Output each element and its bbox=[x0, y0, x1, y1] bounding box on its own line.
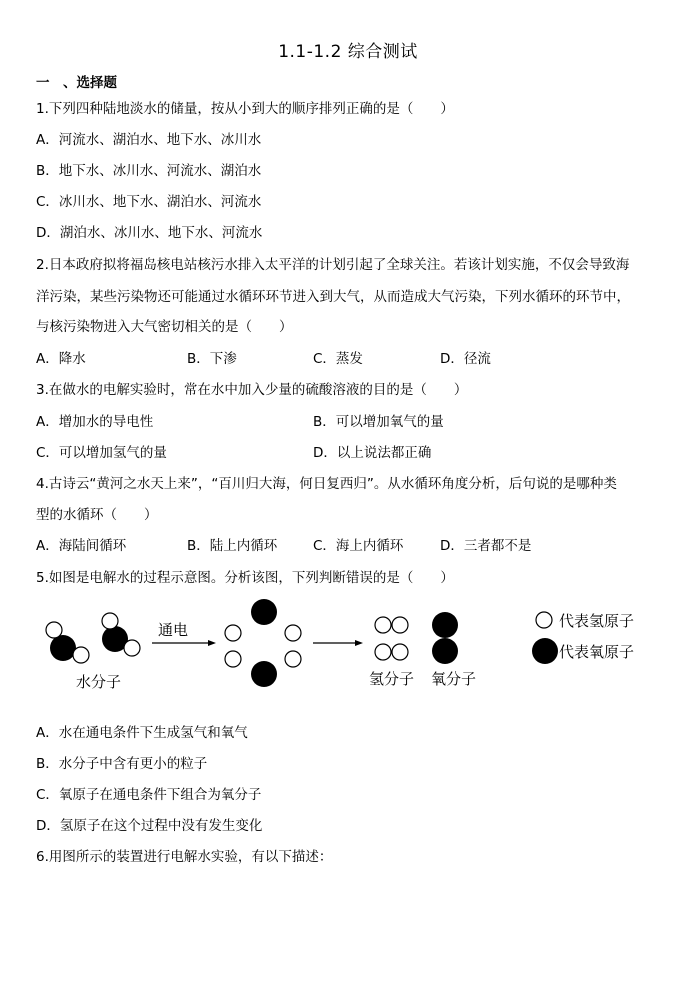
hydrogen-molecule-label: 氢分子 bbox=[369, 670, 415, 688]
hydrogen-atom bbox=[225, 651, 241, 667]
q5-stem: 5.如图是电解水的过程示意图。分析该图，下列判断错误的是（ ） bbox=[36, 570, 454, 586]
hydrogen-atom bbox=[102, 613, 118, 629]
q4-option-a: A．海陆间循环 bbox=[36, 538, 127, 554]
q3-option-c: C．可以增加氢气的量 bbox=[36, 445, 167, 461]
hydrogen-molecules bbox=[375, 617, 408, 660]
oxygen-legend-icon bbox=[532, 638, 558, 664]
hydrogen-atom bbox=[285, 651, 301, 667]
hydrogen-atom bbox=[285, 625, 301, 641]
q2-option-d: D．径流 bbox=[440, 351, 491, 367]
q4-stem-line-1: 4.古诗云“黄河之水天上来”，“百川归大海，何日复西归”。从水循环角度分析，后句说的是哪种类 bbox=[36, 476, 617, 492]
hydrogen-legend-icon bbox=[536, 612, 552, 628]
q1-stem: 1.下列四种陆地淡水的储量，按从小到大的顺序排列正确的是（ ） bbox=[36, 101, 454, 117]
q2-stem-line-1: 2.日本政府拟将福岛核电站核污水排入太平洋的计划引起了全球关注。若该计划实施，不仅会导致海 bbox=[36, 257, 630, 273]
q4-stem-line-2: 型的水循环（ ） bbox=[36, 507, 158, 523]
water-molecule-label: 水分子 bbox=[76, 673, 122, 691]
page-title: 1.1-1.2 综合测试 bbox=[278, 42, 418, 62]
oxygen-atom bbox=[251, 661, 277, 687]
q2-stem-line-2: 洋污染，某些污染物还可能通过水循环环节进入到大气，从而造成大气污染，下列水循环的环节中， bbox=[36, 289, 630, 305]
section-heading: 一 、选择题 bbox=[36, 75, 117, 91]
reaction-arrow-head bbox=[208, 640, 216, 646]
q1-option-b: B．地下水、冰川水、河流水、湖泊水 bbox=[36, 163, 262, 179]
hydrogen-atom bbox=[124, 640, 140, 656]
q4-option-d: D．三者都不是 bbox=[440, 538, 532, 554]
q1-option-a: A．河流水、湖泊水、地下水、冰川水 bbox=[36, 132, 262, 148]
oxygen-atom bbox=[432, 612, 458, 638]
q2-option-c: C．蒸发 bbox=[313, 351, 363, 367]
water-molecule bbox=[46, 622, 89, 663]
q1-option-d: D．湖泊水、冰川水、地下水、河流水 bbox=[36, 225, 263, 241]
q5-option-a: A．水在通电条件下生成氢气和氧气 bbox=[36, 725, 248, 741]
q4-option-b: B．陆上内循环 bbox=[187, 538, 278, 554]
q2-option-a: A．降水 bbox=[36, 351, 86, 367]
oxygen-molecule bbox=[432, 612, 458, 664]
q3-option-b: B．可以增加氧气的量 bbox=[313, 414, 444, 430]
electrolysis-diagram bbox=[36, 595, 666, 700]
legend-hydrogen-label: 代表氢原子 bbox=[559, 612, 635, 630]
legend-oxygen-label: 代表氧原子 bbox=[559, 643, 635, 661]
q5-option-c: C．氧原子在通电条件下组合为氧分子 bbox=[36, 787, 262, 803]
oxygen-atom bbox=[432, 638, 458, 664]
separated-atoms bbox=[225, 599, 301, 687]
oxygen-molecule-label: 氧分子 bbox=[431, 670, 477, 688]
hydrogen-atom bbox=[392, 644, 408, 660]
hydrogen-atom bbox=[46, 622, 62, 638]
reaction-arrow-head bbox=[355, 640, 363, 646]
arrow-label: 通电 bbox=[158, 621, 189, 639]
q5-option-b: B．水分子中含有更小的粒子 bbox=[36, 756, 208, 772]
oxygen-atom bbox=[50, 635, 76, 661]
q3-option-d: D．以上说法都正确 bbox=[313, 445, 432, 461]
hydrogen-atom bbox=[375, 617, 391, 633]
q2-stem-line-3: 与核污染物进入大气密切相关的是（ ） bbox=[36, 319, 293, 335]
q1-option-c: C．冰川水、地下水、湖泊水、河流水 bbox=[36, 194, 262, 210]
q4-option-c: C．海上内循环 bbox=[313, 538, 404, 554]
hydrogen-atom bbox=[392, 617, 408, 633]
hydrogen-atom bbox=[73, 647, 89, 663]
q3-stem: 3.在做水的电解实验时，常在水中加入少量的硫酸溶液的目的是（ ） bbox=[36, 382, 468, 398]
q5-option-d: D．氢原子在这个过程中没有发生变化 bbox=[36, 818, 263, 834]
water-molecule bbox=[102, 613, 140, 656]
hydrogen-atom bbox=[375, 644, 391, 660]
q2-option-b: B．下渗 bbox=[187, 351, 237, 367]
oxygen-atom bbox=[251, 599, 277, 625]
q3-option-a: A．增加水的导电性 bbox=[36, 414, 154, 430]
q6-stem: 6.用图所示的装置进行电解水实验，有以下描述： bbox=[36, 849, 333, 865]
hydrogen-atom bbox=[225, 625, 241, 641]
diagram-legend bbox=[532, 612, 634, 664]
